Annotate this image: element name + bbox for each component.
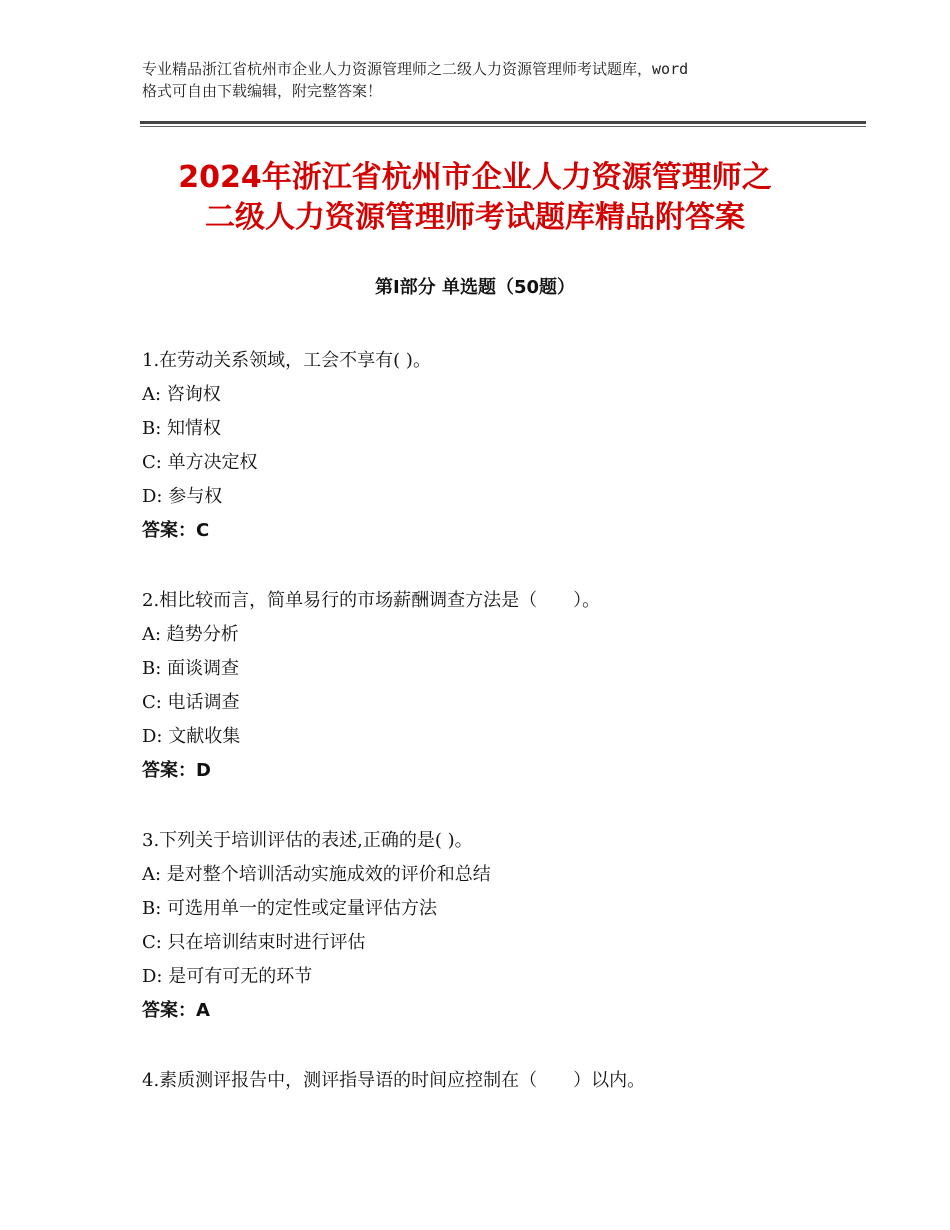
question-list <box>142 344 862 1134</box>
option-b: B: 可选用单一的定性或定量评估方法 <box>142 898 438 919</box>
option-d: D: 参与权 <box>142 486 223 507</box>
header-divider-thick <box>140 121 866 124</box>
header-divider-thin <box>140 126 866 127</box>
question-text: 4.素质测评报告中，测评指导语的时间应控制在（ ）以内。 <box>142 1070 646 1091</box>
option-a: A: 趋势分析 <box>142 624 239 645</box>
option-d: D: 文献收集 <box>142 726 241 747</box>
document-title <box>100 158 850 238</box>
document-title-line-1: 2024年浙江省杭州市企业人力资源管理师之 <box>178 160 772 195</box>
option-c: C: 单方决定权 <box>142 452 258 473</box>
question-4 <box>142 1064 862 1098</box>
document-title-line-2: 二级人力资源管理师考试题库精品附答案 <box>205 200 745 235</box>
question-text: 1.在劳动关系领域，工会不享有( )。 <box>142 350 431 371</box>
option-a: A: 咨询权 <box>142 384 221 405</box>
option-b: B: 面谈调查 <box>142 658 240 679</box>
header-note-line-1: 专业精品浙江省杭州市企业人力资源管理师之二级人力资源管理师考试题库，word <box>142 60 689 78</box>
question-text: 2.相比较而言，简单易行的市场薪酬调查方法是（ ）。 <box>142 590 601 611</box>
option-c: C: 只在培训结束时进行评估 <box>142 932 366 953</box>
section-title: 第Ⅰ部分 单选题（50题） <box>374 277 575 298</box>
header-note <box>142 58 822 102</box>
option-b: B: 知情权 <box>142 418 222 439</box>
question-1 <box>142 344 862 548</box>
answer: 答案：C <box>142 520 210 541</box>
question-text: 3.下列关于培训评估的表述,正确的是( )。 <box>142 830 473 851</box>
option-c: C: 电话调查 <box>142 692 240 713</box>
header-note-line-2: 格式可自由下载编辑，附完整答案！ <box>142 82 383 100</box>
question-3 <box>142 824 862 1028</box>
answer: 答案：D <box>142 760 211 781</box>
option-d: D: 是可有可无的环节 <box>142 966 313 987</box>
answer: 答案：A <box>142 1000 210 1021</box>
question-2 <box>142 584 862 788</box>
option-a: A: 是对整个培训活动实施成效的评价和总结 <box>142 864 491 885</box>
